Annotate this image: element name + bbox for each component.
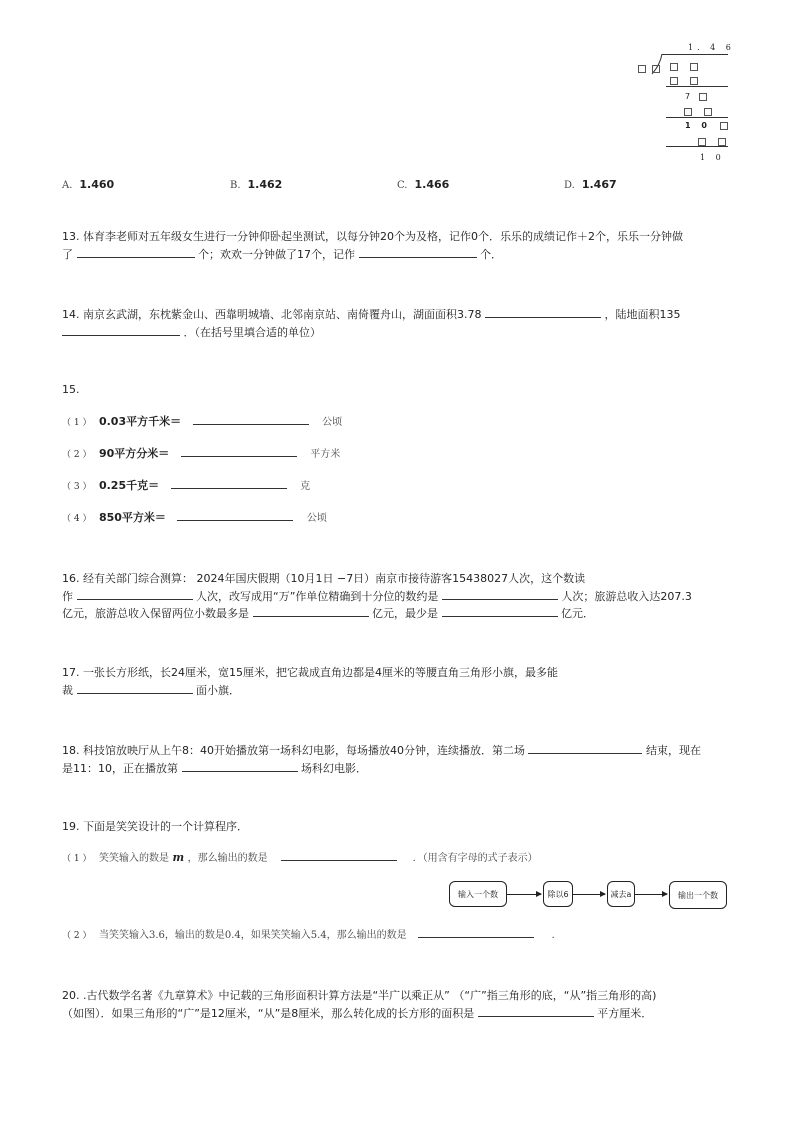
flow-divide-box: 除以6 [543, 881, 573, 907]
q19-blank-2[interactable] [418, 926, 534, 938]
q15-blank-4[interactable] [177, 509, 293, 521]
digits-10: 1 0 [685, 121, 711, 130]
q19-part-2: （ 2 ） 当笑笑输入3.6，输出的数是0.4，如果笑笑输入5.4，那么输出的数是 ． [62, 926, 562, 944]
q15-blank-1[interactable] [193, 413, 309, 425]
flow-input-box: 输入一个数 [449, 881, 507, 907]
q17-line-1: 17. 一张长方形纸，长24厘米，宽15厘米，把它裁成直角边都是4厘米的等腰直角三角形小旗，最多能 [62, 666, 558, 679]
q13-blank-2[interactable] [359, 246, 477, 258]
divisor-boxes [638, 62, 660, 75]
q14-blank-2[interactable] [62, 324, 180, 336]
q15-item-1: （ 1 ） 0.03平方千米＝ 公顷 [62, 415, 343, 428]
box-placeholder [690, 77, 698, 85]
q15-blank-2[interactable] [181, 445, 297, 457]
final-remainder: 1 0 [700, 153, 725, 162]
box-placeholder [704, 108, 712, 116]
box-placeholder [684, 108, 692, 116]
dividend-row [670, 60, 698, 73]
q16-line-1: 16. 经有关部门综合测算： 2024年国庆假期（10月1日 −7日）南京市接待游客15438027人次，这个数读 [62, 572, 586, 585]
long-division-figure [630, 40, 740, 165]
q16-line-2: 作 人次，改写成用“万”作单位精确到十分位的数约是 人次；旅游总收入达207.3 [62, 590, 692, 603]
q20-blank[interactable] [478, 1005, 594, 1017]
flow-output-box: 输出一个数 [669, 881, 727, 909]
remainder-row-1 [685, 92, 707, 101]
q18-line-2: 是11：10，正在播放第 场科幻电影． [62, 762, 367, 775]
box-placeholder [718, 138, 726, 146]
division-quotient: 1. 4 6 [688, 43, 735, 52]
box-placeholder [699, 93, 707, 101]
q16-blank-4[interactable] [442, 605, 558, 617]
flow-arrow-3 [635, 894, 667, 895]
division-line-2 [666, 117, 728, 118]
q20-line-2: （如图）．如果三角形的“广”是12厘米，“从”是8厘米，那么转化成的长方形的面积是 平方厘米． [62, 1007, 653, 1020]
box-placeholder [638, 65, 646, 73]
q15-item-4: （ 4 ） 850平方米＝ 公顷 [62, 511, 327, 524]
q18-line-1: 18. 科技馆放映厅从上午8：40开始播放第一场科幻电影，每场播放40分钟，连续播放．第二场 结束，现在 [62, 744, 701, 757]
option-d[interactable]: D. 1.467 [564, 178, 617, 191]
flow-subtract-box: 减去a [607, 881, 635, 907]
division-line-1 [666, 86, 728, 87]
q15-item-2: （ 2 ） 90平方分米＝ 平方米 [62, 447, 341, 460]
q13-line-1: 13. 体育李老师对五年级女生进行一分钟仰卧起坐测试，以每分钟20个为及格，记作0个．乐乐的成绩记作＋2个，乐乐一分钟做 [62, 230, 683, 243]
box-placeholder [652, 65, 660, 73]
q19-title: 19. 下面是笑笑设计的一个计算程序． [62, 820, 248, 833]
q16-line-3: 亿元，旅游总收入保留两位小数最多是 亿元，最少是 亿元． [62, 607, 594, 620]
division-line-3 [666, 146, 728, 147]
q13-line-2: 了 个；欢欢一分钟做了17个，记作 个． [62, 248, 502, 261]
remainder-row-2 [685, 121, 728, 130]
q19-blank-1[interactable] [281, 849, 397, 861]
q15-blank-3[interactable] [171, 477, 287, 489]
q17-line-2: 裁 面小旗． [62, 684, 240, 697]
flow-arrow-2 [573, 894, 605, 895]
q17-blank[interactable] [77, 682, 193, 694]
flow-arrow-1 [507, 894, 541, 895]
q16-blank-2[interactable] [442, 588, 558, 600]
option-a[interactable]: A. 1.460 [62, 178, 115, 191]
q13-blank-1[interactable] [77, 246, 195, 258]
q18-blank-1[interactable] [528, 742, 642, 754]
box-placeholder [690, 63, 698, 71]
q15-title: 15. [62, 383, 80, 396]
q20-line-1: 20. .古代数学名著《九章算术》中记载的三角形面积计算方法是“半广以乘正从” （“广”指三角形的底，“从”指三角形的高) [62, 989, 657, 1002]
q16-blank-3[interactable] [253, 605, 369, 617]
q18-blank-2[interactable] [182, 760, 298, 772]
option-b[interactable]: B. 1.462 [230, 178, 283, 191]
digit-7: 7 [685, 92, 691, 101]
box-placeholder [720, 122, 728, 130]
q14-line-2: ．（在括号里填合适的单位） [62, 324, 321, 341]
q14-blank-1[interactable] [485, 306, 601, 318]
q16-blank-1[interactable] [77, 588, 193, 600]
box-placeholder [670, 63, 678, 71]
q19-part-1: （ 1 ） 笑笑输入的数是 m ，那么输出的数是 ．（用含有字母的式子表示） [62, 851, 538, 864]
q14-line-1: 14. 南京玄武湖，东枕紫金山、西靠明城墙、北邻南京站、南倚覆舟山，湖面面积3.78 ，陆地面积135 [62, 308, 681, 321]
box-placeholder [698, 138, 706, 146]
division-bar [662, 54, 728, 55]
option-c[interactable]: C. 1.466 [397, 178, 450, 191]
q15-item-3: （ 3 ） 0.25千克＝ 克 [62, 479, 311, 492]
box-placeholder [670, 77, 678, 85]
